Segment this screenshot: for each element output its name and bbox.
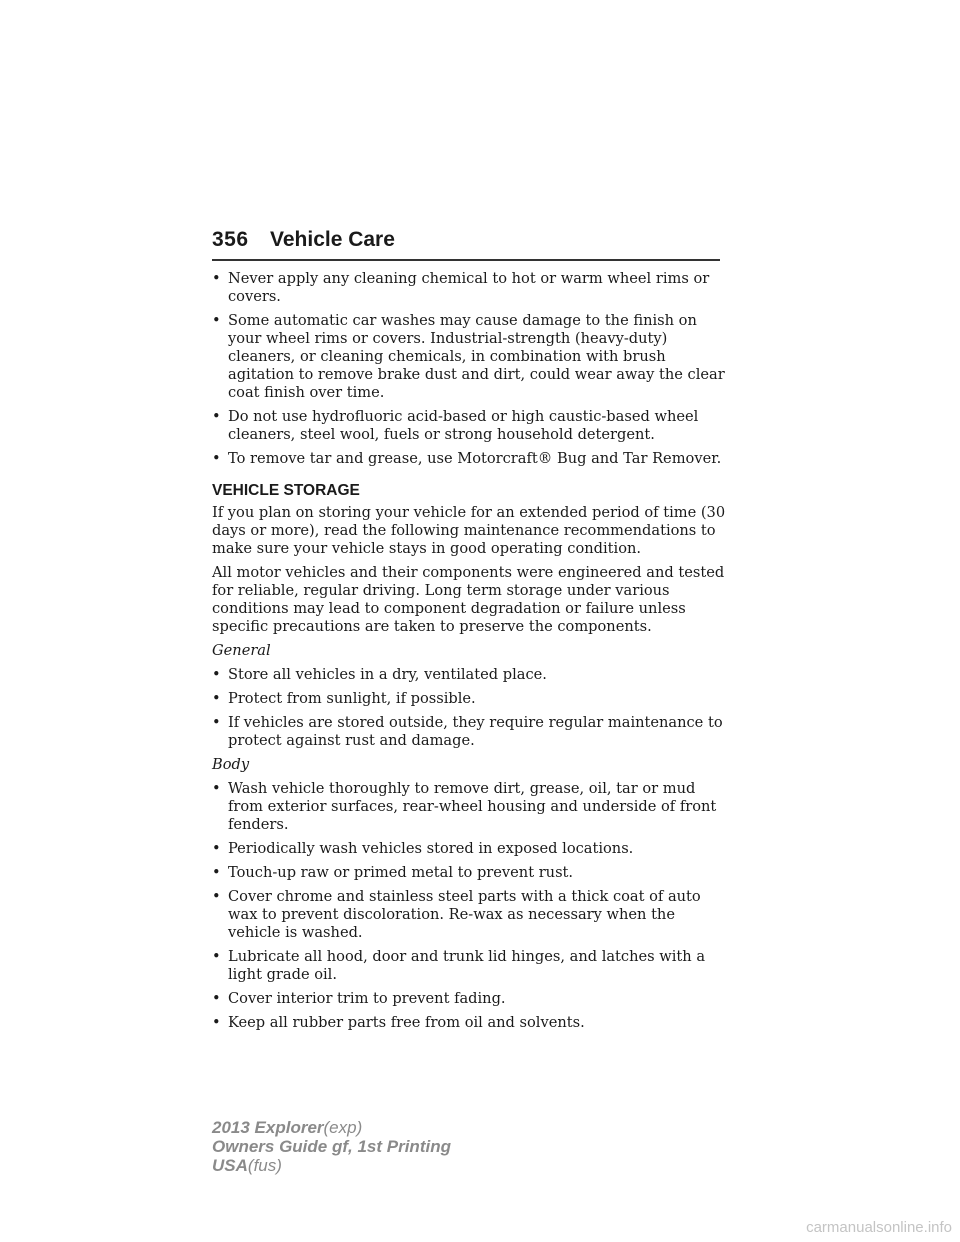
list-item-text: Protect from sunlight, if possible. — [228, 690, 476, 707]
footer-line-3 — [212, 1156, 451, 1175]
list-item — [212, 840, 727, 858]
list-item — [212, 312, 727, 402]
list-item-text: Touch-up raw or primed metal to prevent rust. — [228, 864, 574, 881]
footer-market-code: (fus) — [247, 1156, 282, 1175]
list-item-text: Wash vehicle thoroughly to remove dirt, grease, oil, tar or mud from exterior surfaces, rear-wheel housing and underside of front fenders. — [228, 780, 717, 833]
page-content — [212, 270, 727, 1038]
bullet-icon: • — [212, 714, 221, 731]
list-item-text: Keep all rubber parts free from oil and solvents. — [228, 1014, 585, 1031]
bullet-icon: • — [212, 408, 221, 425]
list-item — [212, 948, 727, 984]
bullet-icon: • — [212, 270, 221, 287]
bullet-icon: • — [212, 450, 221, 467]
section-title: Vehicle Care — [270, 228, 395, 251]
list-item — [212, 408, 727, 444]
list-item — [212, 864, 727, 882]
watermark: carmanualsonline.info — [806, 1219, 952, 1236]
footer-guide: Owners Guide gf, 1st Printing — [212, 1137, 451, 1156]
bullet-icon: • — [212, 990, 221, 1007]
list-item-text: Lubricate all hood, door and trunk lid hinges, and latches with a light grade oil. — [228, 948, 706, 983]
bullet-icon: • — [212, 690, 221, 707]
list-item — [212, 666, 727, 684]
footer-line-2 — [212, 1137, 451, 1156]
list-item — [212, 888, 727, 942]
list-item — [212, 990, 727, 1008]
page-number: 356 — [212, 228, 249, 251]
body-subheading: Body — [212, 756, 250, 773]
bullet-icon: • — [212, 888, 221, 905]
list-item-text: If vehicles are stored outside, they require regular maintenance to protect against rust and damage. — [228, 714, 723, 749]
bullet-icon: • — [212, 1014, 221, 1031]
list-item — [212, 1014, 727, 1032]
bullet-icon: • — [212, 840, 221, 857]
list-item-text: Some automatic car washes may cause damage to the finish on your wheel rims or covers. Industrial-strength (heavy-duty) cleaners, or cleaning chemicals, in combination with brush agitation to remove brake dust and dirt, could wear away the clear coat finish over time. — [228, 312, 725, 401]
list-item-text: Do not use hydrofluoric acid-based or high caustic-based wheel cleaners, steel wool, fuels or strong household detergent. — [228, 408, 699, 443]
page-header — [212, 228, 720, 258]
paragraph: All motor vehicles and their components were engineered and tested for reliable, regular driving. Long term storage under various conditions may lead to component degradation or failure unless specific precautions are taken to preserve the components. — [212, 564, 725, 635]
bullet-icon: • — [212, 948, 221, 965]
footer-market: USA — [212, 1156, 248, 1175]
footer-line-1 — [212, 1118, 451, 1137]
bullet-icon: • — [212, 312, 221, 329]
list-item — [212, 714, 727, 750]
list-item-text: To remove tar and grease, use Motorcraft® Bug and Tar Remover. — [228, 450, 722, 467]
document-footer — [212, 1118, 451, 1175]
list-item-text: Cover chrome and stainless steel parts with a thick coat of auto wax to prevent discoloration. Re-wax as necessary when the vehicle is washed. — [228, 888, 701, 941]
bullet-icon: • — [212, 864, 221, 881]
paragraph: If you plan on storing your vehicle for an extended period of time (30 days or more), read the following maintenance recommendations to make sure your vehicle stays in good operating condition. — [212, 504, 726, 557]
list-item-text: Cover interior trim to prevent fading. — [228, 990, 506, 1007]
footer-model-code: (exp) — [323, 1118, 363, 1137]
list-item — [212, 780, 727, 834]
footer-model: 2013 Explorer — [212, 1118, 324, 1137]
general-subheading: General — [212, 642, 271, 659]
list-item-text: Store all vehicles in a dry, ventilated place. — [228, 666, 547, 683]
bullet-icon: • — [212, 666, 221, 683]
vehicle-storage-heading: VEHICLE STORAGE — [212, 482, 360, 499]
list-item-text: Never apply any cleaning chemical to hot or warm wheel rims or covers. — [228, 270, 710, 305]
list-item-text: Periodically wash vehicles stored in exposed locations. — [228, 840, 634, 857]
list-item — [212, 690, 727, 708]
header-divider — [212, 259, 720, 261]
bullet-icon: • — [212, 780, 221, 797]
list-item — [212, 450, 727, 468]
list-item — [212, 270, 727, 306]
